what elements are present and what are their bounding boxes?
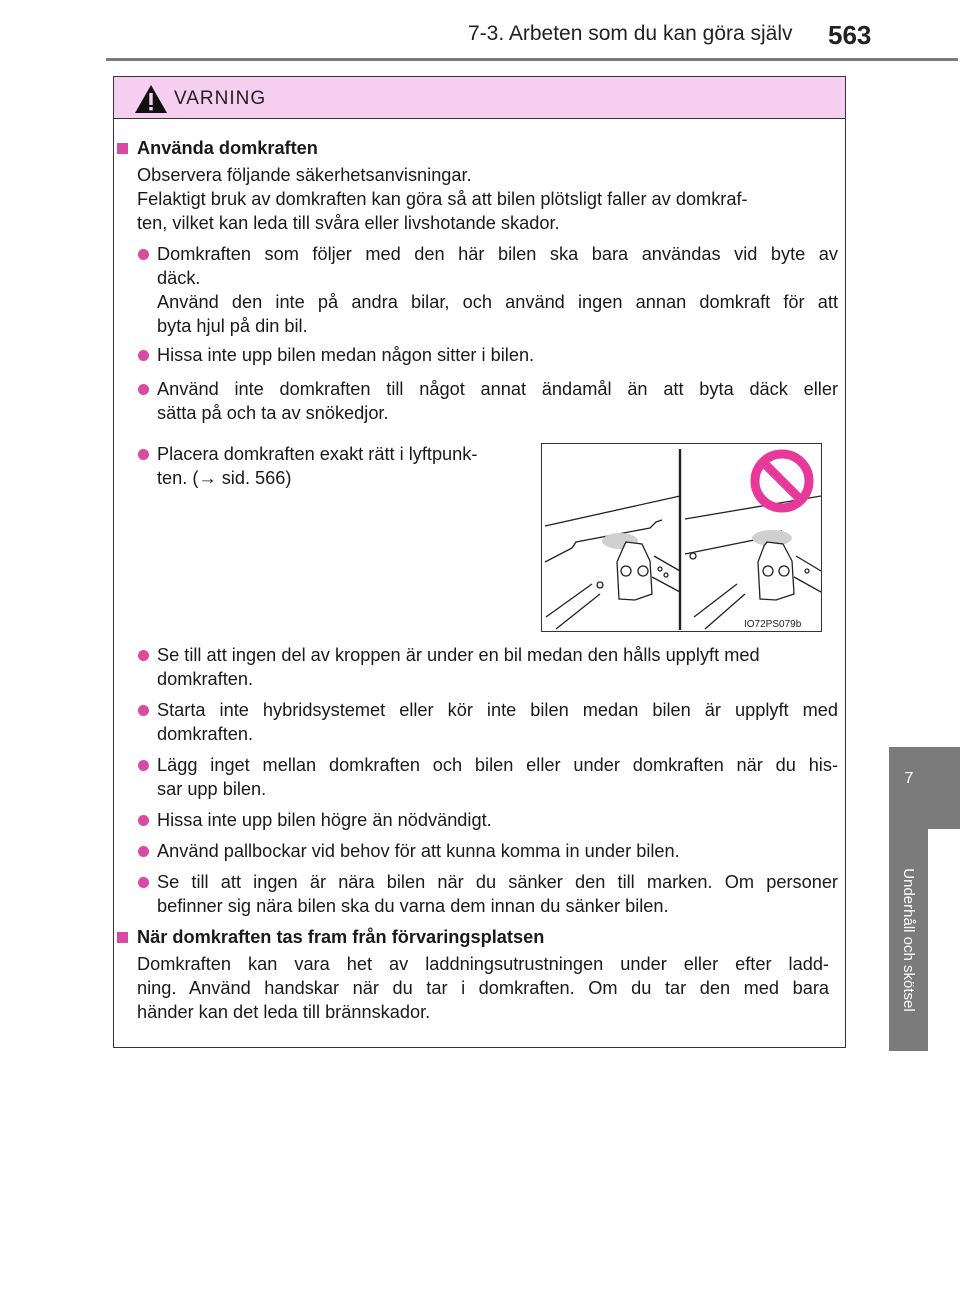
figure-code: IO72PS079b bbox=[744, 619, 802, 630]
bullet-dot bbox=[138, 650, 149, 661]
list-item: befinner sig nära bilen ska du varna dem innan du sänker bilen. bbox=[157, 896, 669, 916]
list-item: byta hjul på din bil. bbox=[157, 316, 308, 336]
list-item-text: ten. ( bbox=[157, 468, 199, 488]
bullet-dot bbox=[138, 846, 149, 857]
bullet-dot bbox=[138, 384, 149, 395]
list-item: Använd inte domkraften till något annat ändamål än att byta däck eller bbox=[157, 379, 838, 399]
warning-triangle-icon bbox=[134, 84, 168, 114]
list-item: sätta på och ta av snökedjor. bbox=[157, 403, 389, 423]
list-item: Se till att ingen del av kroppen är under en bil medan den hålls upplyft med bbox=[157, 645, 760, 665]
page-number: 563 bbox=[828, 20, 872, 50]
bullet-dot bbox=[138, 449, 149, 460]
arrow-icon: → bbox=[198, 468, 217, 488]
list-item: Hissa inte upp bilen medan någon sitter i bilen. bbox=[157, 345, 535, 365]
list-item bbox=[157, 466, 291, 490]
list-item: Använd pallbockar vid behov för att kunna komma in under bilen. bbox=[157, 841, 680, 861]
section-bullet bbox=[117, 932, 128, 943]
prohibited-icon bbox=[755, 454, 809, 508]
bullet-dot bbox=[138, 705, 149, 716]
warning-title: VARNING bbox=[174, 88, 267, 109]
list-item: Domkraften som följer med den här bilen ska bara användas vid byte av bbox=[157, 244, 838, 264]
bullet-dot bbox=[138, 815, 149, 826]
body-text: Observera följande säkerhetsanvisningar. bbox=[137, 165, 472, 185]
chapter-number: 7 bbox=[904, 770, 914, 787]
list-item: Se till att ingen är nära bilen när du sänker den till marken. Om personer bbox=[157, 872, 838, 892]
bullet-dot bbox=[138, 249, 149, 260]
chapter-label-tab bbox=[889, 829, 928, 1051]
section-bullet bbox=[117, 143, 128, 154]
list-item: domkraften. bbox=[157, 724, 254, 744]
header-divider bbox=[106, 58, 958, 61]
list-item: däck. bbox=[157, 268, 201, 288]
body-text: ten, vilket kan leda till svåra eller livshotande skador. bbox=[137, 213, 560, 233]
body-text: Felaktigt bruk av domkraften kan göra så att bilen plötsligt faller av domkraf- bbox=[137, 189, 748, 209]
body-text: ning. Använd handskar när du tar i domkraften. Om du tar den med bara bbox=[137, 978, 829, 998]
list-item: Starta inte hybridsystemet eller kör inte bilen medan bilen är upplyft med bbox=[157, 700, 838, 720]
list-item: Använd den inte på andra bilar, och använd ingen annan domkraft för att bbox=[157, 292, 838, 312]
section-heading: När domkraften tas fram från förvaringsplatsen bbox=[137, 927, 545, 947]
chapter-label: Underhåll och skötsel bbox=[900, 868, 917, 1012]
section-heading: Använda domkraften bbox=[137, 138, 318, 158]
chapter-tab bbox=[889, 747, 960, 829]
jack-lift-point-illustration bbox=[541, 443, 822, 632]
bullet-dot bbox=[138, 760, 149, 771]
section-title: 7-3. Arbeten som du kan göra själv bbox=[468, 22, 793, 45]
lift-point-diagram bbox=[542, 444, 821, 631]
list-item: sar upp bilen. bbox=[157, 779, 267, 799]
list-item: Placera domkraften exakt rätt i lyftpunk- bbox=[157, 444, 478, 464]
list-item: domkraften. bbox=[157, 669, 254, 689]
bullet-dot bbox=[138, 350, 149, 361]
list-item: Hissa inte upp bilen högre än nödvändigt. bbox=[157, 810, 492, 830]
page-reference-link[interactable]: sid. 566) bbox=[216, 468, 292, 488]
bullet-dot bbox=[138, 877, 149, 888]
warning-header bbox=[114, 77, 845, 119]
body-text: händer kan det leda till brännskador. bbox=[137, 1002, 431, 1022]
body-text: Domkraften kan vara het av laddningsutrustningen under eller efter ladd- bbox=[137, 954, 829, 974]
list-item: Lägg inget mellan domkraften och bilen eller under domkraften när du his- bbox=[157, 755, 838, 775]
